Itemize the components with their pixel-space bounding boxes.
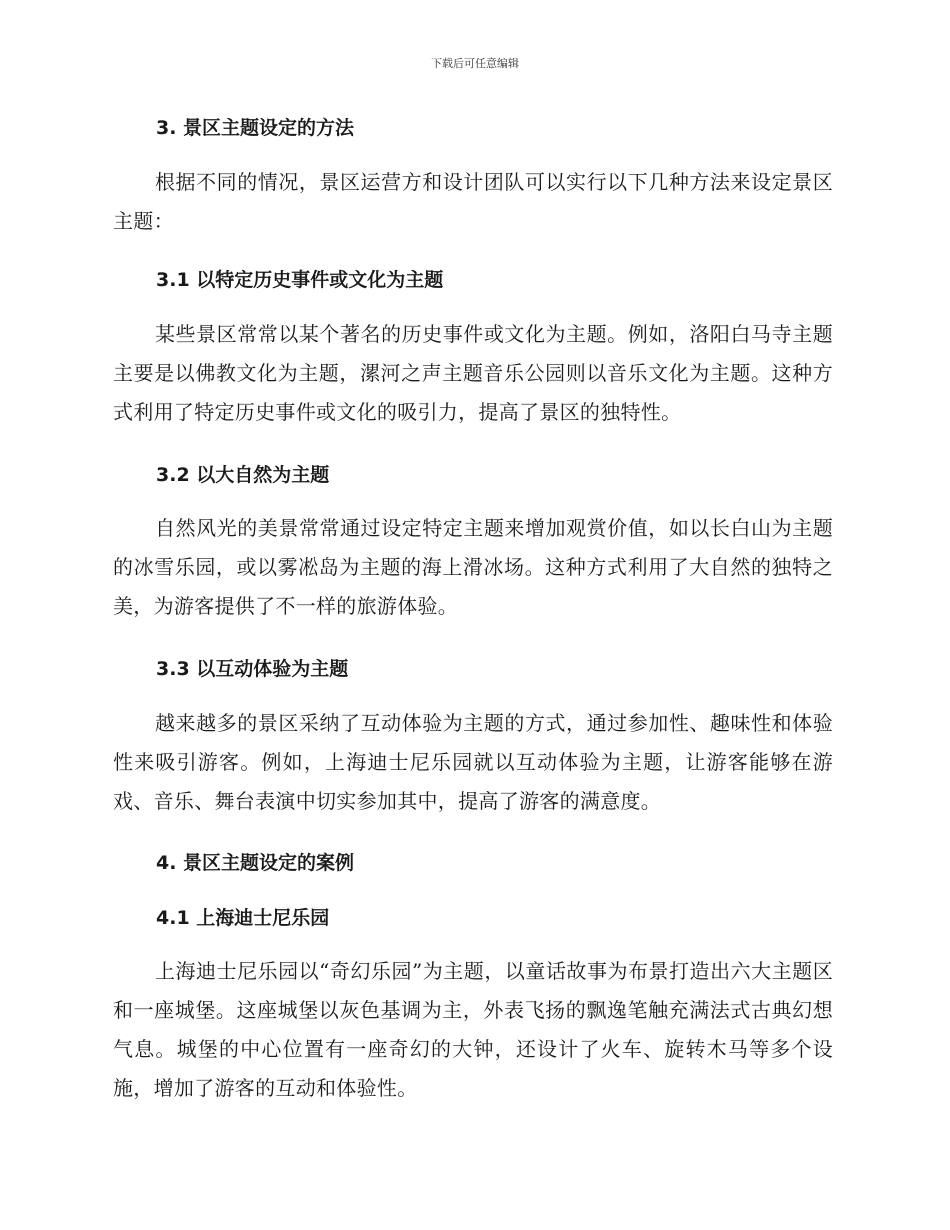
section-heading-4: 4. 景区主题设定的案例 [156, 852, 355, 874]
section-heading-4-1: 4.1 上海迪士尼乐园 [156, 907, 330, 929]
paragraph-3-1: 某些景区常常以某个著名的历史事件或文化为主题。例如，洛阳白马寺主题主要是以佛教文化为主题，漯河之声主题音乐公园则以音乐文化为主题。这种方式利用了特定历史事件或文化的吸引力，提高了景区的独特性。 [113, 322, 833, 424]
section-heading-3-3: 3.3 以互动体验为主题 [156, 658, 349, 680]
section-heading-3-1: 3.1 以特定历史事件或文化为主题 [156, 269, 444, 291]
section-heading-3-2: 3.2 以大自然为主题 [156, 464, 330, 486]
header-note: 下载后可任意编辑 [431, 57, 519, 70]
paragraph-3: 根据不同的情况，景区运营方和设计团队可以实行以下几种方法来设定景区主题： [113, 170, 833, 233]
paragraph-3-2: 自然风光的美景常常通过设定特定主题来增加观赏价值，如以长白山为主题的冰雪乐园，或以雾凇岛为主题的海上滑冰场。这种方式利用了大自然的独特之美，为游客提供了不一样的旅游体验。 [113, 516, 833, 618]
section-heading-3: 3. 景区主题设定的方法 [156, 117, 355, 139]
paragraph-4-1: 上海迪士尼乐园以“奇幻乐园”为主题，以童话故事为布景打造出六大主题区和一座城堡。这座城堡以灰色基调为主，外表飞扬的飘逸笔触充满法式古典幻想气息。城堡的中心位置有一座奇幻的大钟，还设计了火车、旋转木马等多个设施，增加了游客的互动和体验性。 [113, 959, 833, 1100]
paragraph-3-3: 越来越多的景区采纳了互动体验为主题的方式，通过参加性、趣味性和体验性来吸引游客。例如，上海迪士尼乐园就以互动体验为主题，让游客能够在游戏、音乐、舞台表演中切实参加其中，提高了游客的满意度。 [113, 711, 833, 813]
